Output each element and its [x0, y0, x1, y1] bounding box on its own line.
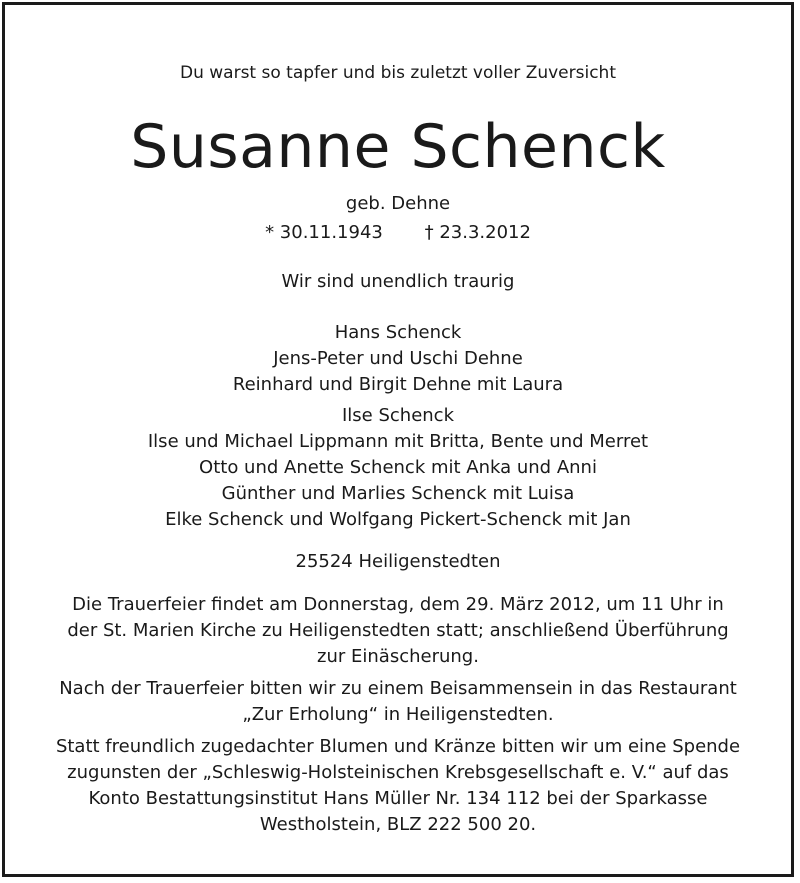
paragraph-line: zugunsten der „Schleswig-Holsteinischen Krebsgesellschaft e. V.“ auf das — [67, 762, 729, 783]
mourner-line: Hans Schenck — [334, 322, 462, 343]
mourner-line: Jens-Peter und Uschi Dehne — [273, 348, 523, 369]
death-date: † 23.3.2012 — [424, 222, 531, 243]
life-dates — [5, 221, 791, 245]
mourner-line: Otto und Anette Schenck mit Anka und Anni — [199, 457, 597, 478]
sorrow-line: Wir sind unendlich traurig — [281, 271, 515, 292]
mourner-line: Ilse Schenck — [341, 405, 455, 426]
paragraph-line: Statt freundlich zugedachter Blumen und Kränze bitten wir um eine Spende — [55, 736, 741, 757]
paragraph-line: Nach der Trauerfeier bitten wir zu einem Beisammensein in das Restaurant — [59, 678, 737, 699]
paragraph-line: zur Einäscherung. — [317, 646, 479, 667]
funeral-paragraph — [5, 592, 791, 670]
mourner-line: Günther und Marlies Schenck mit Luisa — [221, 483, 575, 504]
gathering-paragraph — [5, 676, 791, 728]
birth-name: geb. Dehne — [345, 193, 451, 214]
paragraph-line: Die Trauerfeier findet am Donnerstag, dem 29. März 2012, um 11 Uhr in — [72, 594, 724, 615]
donation-paragraph — [5, 734, 791, 838]
mourners-group-2 — [5, 403, 791, 533]
paragraph-line: der St. Marien Kirche zu Heiligenstedten statt; anschließend Überführung — [67, 620, 729, 641]
paragraph-line: Konto Bestattungsinstitut Hans Müller Nr. 134 112 bei der Sparkasse — [88, 788, 708, 809]
birth-date: * 30.11.1943 — [265, 222, 383, 243]
mourners-group-1 — [5, 320, 791, 398]
obituary-frame — [2, 2, 794, 877]
place: 25524 Heiligenstedten — [295, 551, 501, 572]
mourner-line: Reinhard und Birgit Dehne mit Laura — [232, 374, 564, 395]
paragraph-line: Westholstein, BLZ 222 500 20. — [259, 814, 537, 835]
motto: Du warst so tapfer und bis zuletzt voller Zuversicht — [180, 63, 616, 83]
mourner-line: Elke Schenck und Wolfgang Pickert-Schenck mit Jan — [165, 509, 631, 530]
deceased-name: Susanne Schenck — [130, 112, 666, 182]
paragraph-line: „Zur Erholung“ in Heiligenstedten. — [242, 704, 554, 725]
mourner-line: Ilse und Michael Lippmann mit Britta, Bente und Merret — [147, 431, 649, 452]
